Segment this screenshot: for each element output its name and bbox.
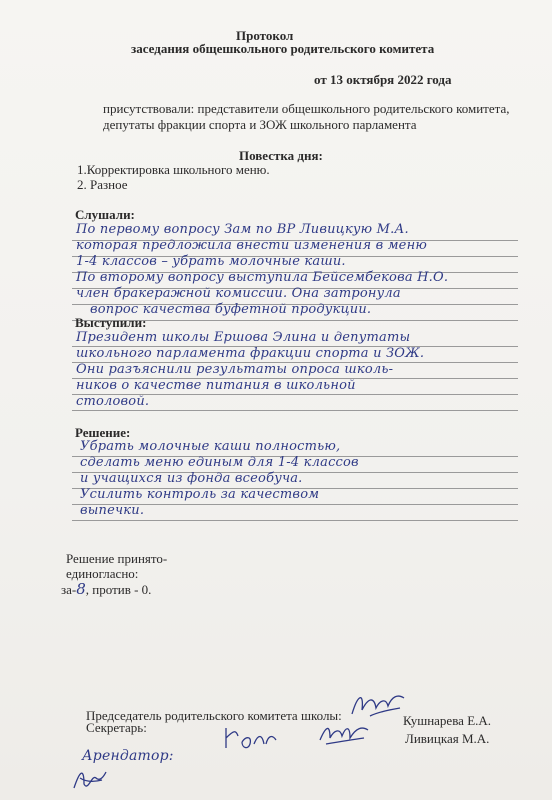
- vote-decision-line: Решение принято-: [66, 551, 168, 566]
- attendees-line-2: депутаты фракции спорта и ЗОЖ школьного парламента: [103, 117, 417, 132]
- decision-text-line: выпечки.: [80, 503, 145, 518]
- decision-text-line: Убрать молочные каши полностью,: [80, 439, 341, 454]
- chair-label: Председатель родительского комитета школы:: [86, 708, 342, 723]
- spoke-text-line: столовой.: [76, 394, 150, 409]
- decision-text-line: сделать меню единым для 1-4 классов: [80, 455, 359, 470]
- secretary-label: Секретарь:: [86, 720, 147, 735]
- attendees-line-1: присутствовали: представители общешкольного родительского комитета,: [103, 101, 510, 116]
- decision-text-line: и учащихся из фонда всеобуча.: [80, 471, 303, 486]
- listened-label: Слушали:: [75, 207, 135, 222]
- spoke-text-line: Президент школы Ершова Элина и депутаты: [76, 330, 411, 345]
- spoke-text-line: ников о качестве питания в школьной: [76, 378, 356, 393]
- agenda-item-2: 2. Разное: [77, 177, 128, 192]
- ruled-line: [72, 520, 518, 521]
- agenda-heading: Повестка дня:: [239, 148, 323, 163]
- secretary-signature: [220, 722, 282, 756]
- document-subtitle: заседания общешкольного родительского комитета: [131, 41, 435, 56]
- document-title: Протокол: [236, 28, 294, 43]
- vote-unanimous-line: единогласно:: [66, 566, 139, 581]
- listened-text-line: вопрос качества буфетной продукции.: [90, 302, 372, 317]
- agenda-item-1: 1.Корректировка школьного меню.: [77, 162, 270, 177]
- spoke-text-line: школьного парламента фракции спорта и ЗОЖ.: [76, 346, 425, 361]
- ruled-line: [72, 410, 518, 411]
- listened-text-line: 1-4 классов – убрать молочные каши.: [76, 254, 346, 269]
- spoke-label: Выступили:: [75, 315, 147, 330]
- spoke-text-line: Они разъяснили результаты опроса школь-: [76, 362, 394, 377]
- vote-count-line: [61, 581, 151, 598]
- listened-text-line: По первому вопросу Зам по ВР Ливицкую М.А.: [76, 222, 409, 237]
- chair-name: Кушнарева Е.А.: [403, 713, 492, 728]
- decision-label: Решение:: [75, 425, 131, 440]
- secretary-name: Ливицкая М.А.: [405, 731, 490, 746]
- vote-for-count: 8: [76, 580, 86, 598]
- document-date: от 13 октября 2022 года: [314, 72, 452, 87]
- listened-text-line: которая предложила внести изменения в меню: [76, 238, 427, 253]
- tenant-label: Арендатор:: [82, 748, 174, 764]
- vote-against: , против - 0.: [85, 582, 152, 597]
- listened-text-line: По второму вопросу выступила Бейсембекова Н.О.: [76, 270, 449, 285]
- tenant-signature: [70, 764, 110, 796]
- secretary-initials-signature: [316, 716, 376, 750]
- vote-for-prefix: за-: [61, 582, 77, 597]
- decision-text-line: Усилить контроль за качеством: [80, 487, 320, 502]
- listened-text-line: член бракеражной комиссии. Она затронула: [76, 286, 401, 301]
